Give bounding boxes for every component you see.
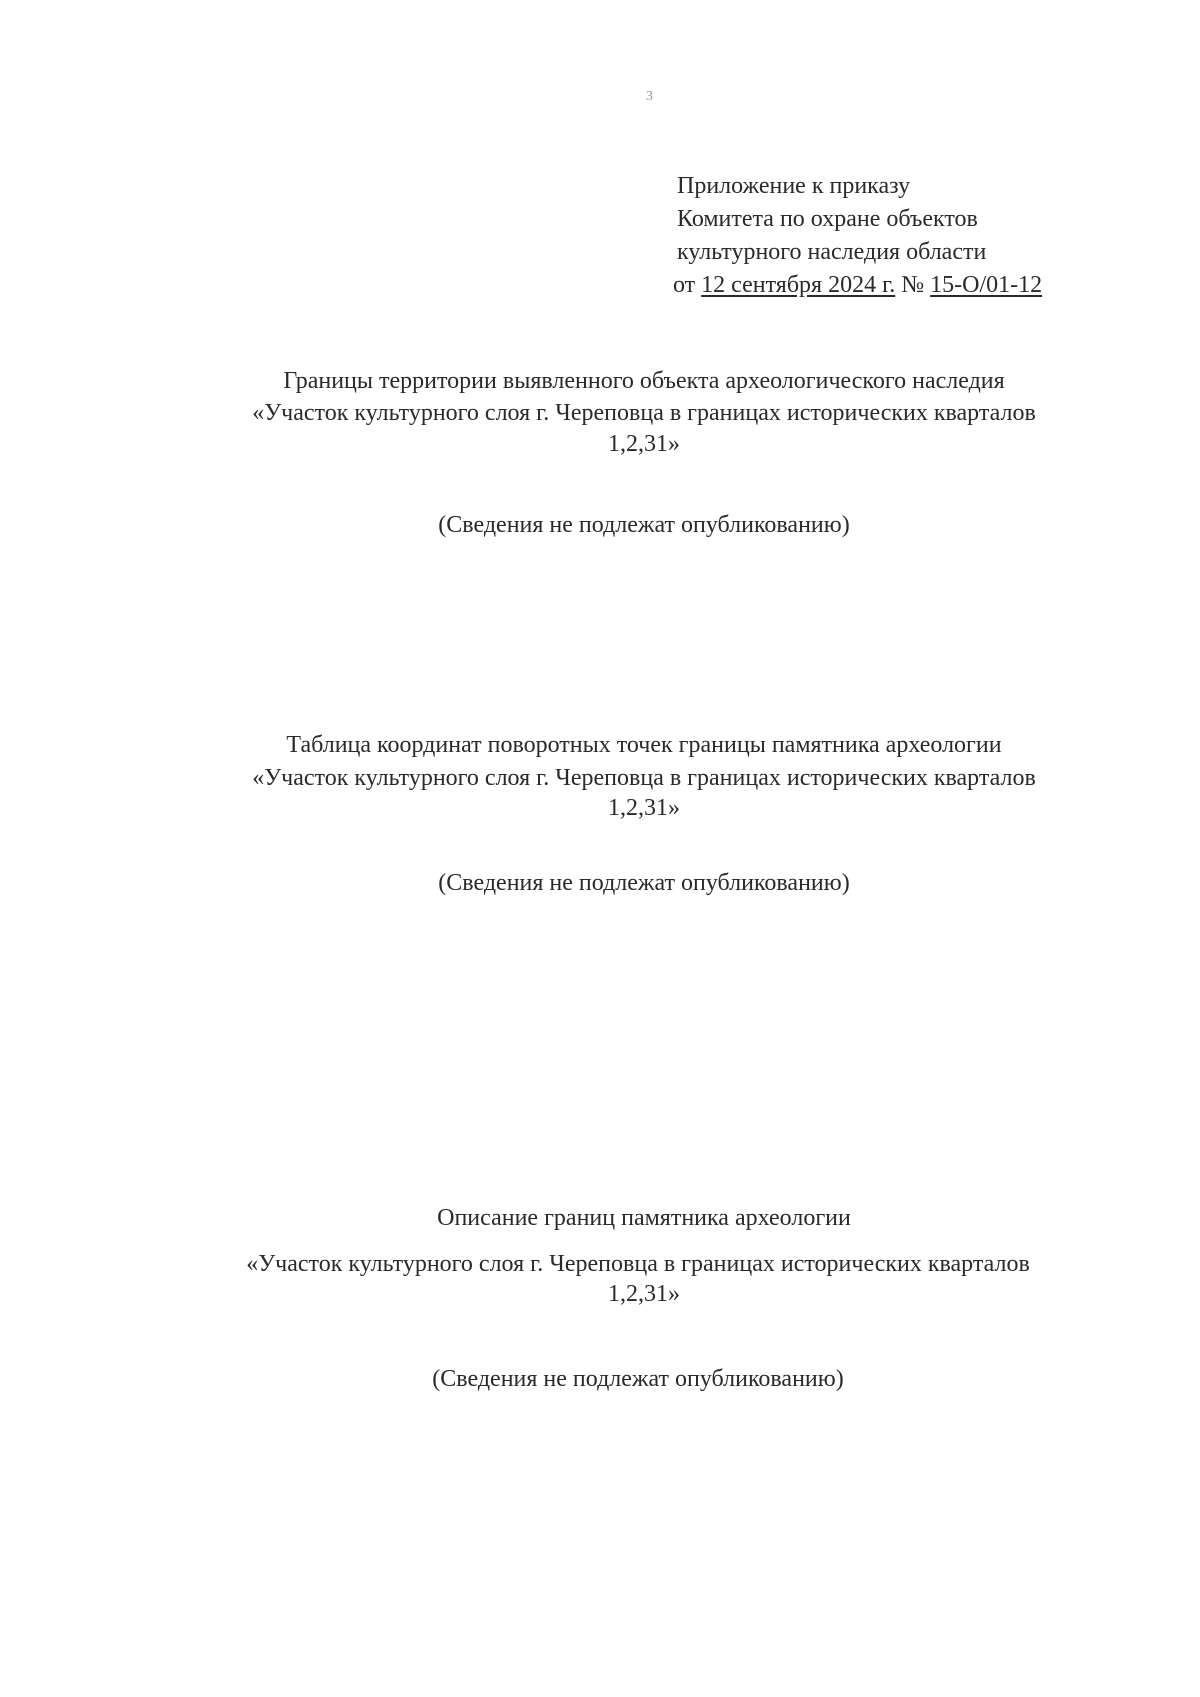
section-title: «Участок культурного слоя г. Череповца в границах исторических кварталов bbox=[252, 765, 1036, 791]
order-number: 15-О/01-12 bbox=[930, 272, 1043, 298]
section-title: «Участок культурного слоя г. Череповца в границах исторических кварталов bbox=[252, 400, 1036, 426]
section-title: 1,2,31» bbox=[608, 795, 680, 821]
section-note: (Сведения не подлежат опубликованию) bbox=[438, 870, 850, 896]
section-title: 1,2,31» bbox=[608, 1281, 680, 1307]
section-title: 1,2,31» bbox=[608, 431, 680, 457]
section-title: Таблица координат поворотных точек границы памятника археологии bbox=[286, 732, 1002, 758]
section-title: «Участок культурного слоя г. Череповца в границах исторических кварталов bbox=[246, 1251, 1030, 1277]
order-date: 12 сентября 2024 г. bbox=[701, 272, 896, 298]
section-note: (Сведения не подлежат опубликованию) bbox=[438, 512, 850, 538]
section-title: Описание границ памятника археологии bbox=[437, 1205, 851, 1231]
section-note: (Сведения не подлежат опубликованию) bbox=[432, 1366, 844, 1392]
appendix-line: Комитета по охране объектов bbox=[677, 206, 978, 232]
appendix-line: культурного наследия области bbox=[677, 239, 987, 265]
page-number: 3 bbox=[646, 89, 653, 104]
appendix-date-line bbox=[673, 270, 1042, 300]
date-prefix: от bbox=[673, 272, 696, 298]
appendix-line: Приложение к приказу bbox=[677, 173, 911, 199]
number-prefix: № bbox=[901, 272, 925, 298]
section-title: Границы территории выявленного объекта археологического наследия bbox=[283, 368, 1005, 394]
